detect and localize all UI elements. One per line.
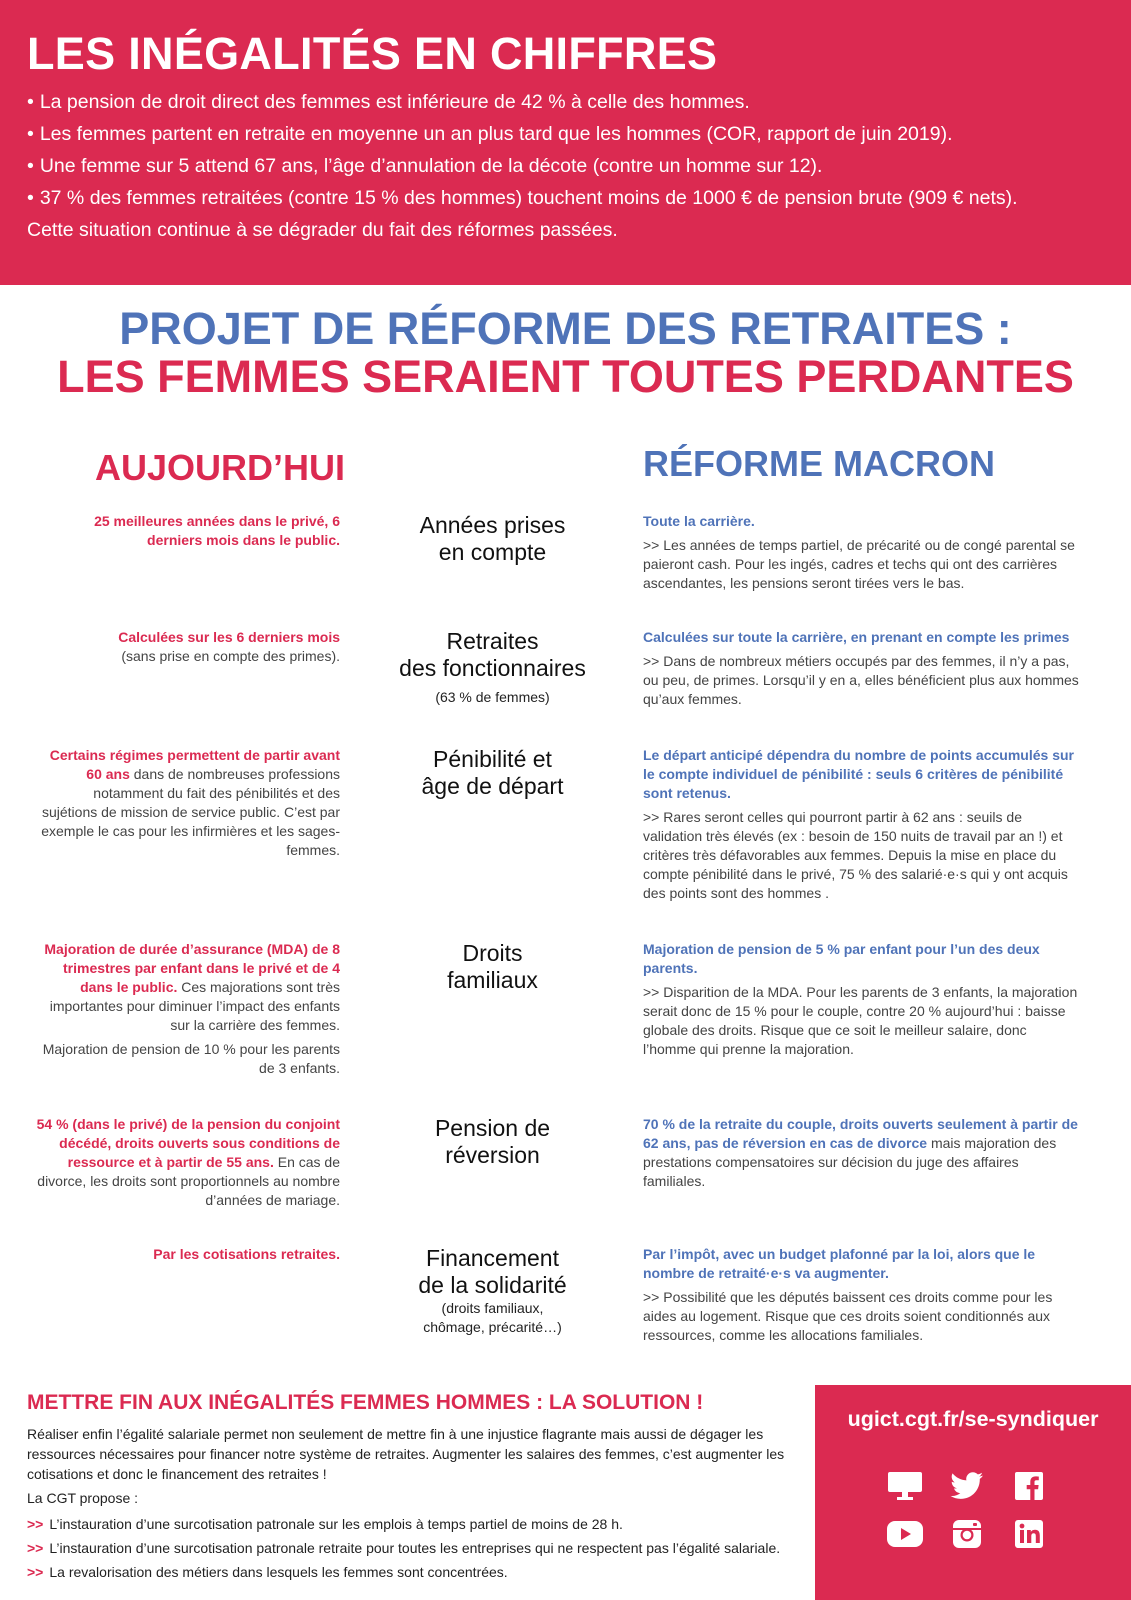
main-title-line2: LES FEMMES SERAIENT TOUTES PERDANTES <box>57 351 1074 402</box>
proposal-item: >> La revalorisation des métiers dans lesquels les femmes sont concentrées. <box>27 1564 508 1580</box>
reform-cell: Le départ anticipé dépendra du nombre de points accumulés sur le compte individuel de pénibilité : seuls 6 critères de pénibilité sont retenus. >> Rares seront celles qui pourront partir à 62 ans : seuils de validation très élevés (ex : besoin de 150 nuits de travail par an !) et critères très défavorables aux femmes. Depuis la mise en place du compte pénibilité dans le privé, 75 % des salarié·e·s qui y ont acquis des points sont des hommes . <box>643 747 1074 901</box>
column-heading-today: AUJOURD’HUI <box>95 447 346 488</box>
today-cell: 54 % (dans le privé) de la pension du conjoint décédé, droits ouverts sous conditions de ressource et à partir de 55 ans. En cas de divorce, les droits sont proportionnels au nombre d’années de mariage. <box>36 1116 340 1208</box>
join-panel <box>815 1385 1131 1600</box>
youtube-icon[interactable] <box>885 1516 925 1552</box>
solution-section <box>27 1390 797 1586</box>
stats-closing: Cette situation continue à se dégrader du fait des réformes passées. <box>27 219 618 241</box>
stat-bullet: • Une femme sur 5 attend 67 ans, l’âge d’annulation de la décote (contre un homme sur 12). <box>27 155 823 177</box>
topic-cell: Financement de la solidarité (droits familiaux, chômage, précarité…) <box>418 1245 567 1335</box>
proposal-item: >> L’instauration d’une surcotisation patronale retraite pour toutes les entreprises qui ne respectent pas l’égalité salariale. <box>27 1540 781 1556</box>
stat-bullet: • La pension de droit direct des femmes est inférieure de 42 % à celle des hommes. <box>27 91 750 113</box>
reform-cell: Par l’impôt, avec un budget plafonné par la loi, alors que le nombre de retraité·e·s va augmenter. >> Possibilité que les députés baissent ces droits comme pour les aides au logement. Risque que ces droits soient conditionnés aux ressources, comme les allocations familiales. <box>643 1246 1053 1343</box>
reform-cell: Calculées sur toute la carrière, en prenant en compte les primes >> Dans de nombreux métiers occupés par des femmes, il n’y a pas, ou peu, de primes. Lorsqu’il y en a, elles bénéficient plus aux hommes qu’aux femmes. <box>643 629 1079 707</box>
topic-cell: Droits familiaux <box>447 940 538 993</box>
reform-cell: Majoration de pension de 5 % par enfant pour l’un des deux parents. >> Disparition de la MDA. Pour les parents de 3 enfants, la majoration serait donc de 15 % pour le couple, contre 20 % aujourd’hui : baisse globale des droits. Risque que ce soit le meilleur salaire, donc l’homme qui prenne la majoration. <box>643 941 1078 1057</box>
today-cell: Majoration de durée d’assurance (MDA) de 8 trimestres par enfant dans le privé et de 4 dans le public. Ces majorations sont très importantes pour diminuer l’impact des enfants sur la carrière des femmes. Majoration de pension de 10 % pour les parents de 3 enfants. <box>42 941 340 1076</box>
stat-bullet: • 37 % des femmes retraitées (contre 15 % des hommes) touchent moins de 1000 € de pension brute (909 € nets). <box>27 187 1018 209</box>
solution-paragraph: Réaliser enfin l’égalité salariale permet non seulement de mettre fin à une injustice flagrante mais aussi de dégager les ressources nécessaires pour financer notre système de retraites. Augmenter les salaires des femmes, c’est augmenter les cotisations et donc le financement des retraites ! <box>27 1426 785 1482</box>
instagram-icon[interactable] <box>947 1516 987 1552</box>
topic-cell: Pension de réversion <box>434 1115 551 1168</box>
column-heading-reform: RÉFORME MACRON <box>643 443 995 484</box>
topic-cell: Années prises en compte <box>419 512 566 565</box>
desktop-icon[interactable] <box>885 1468 925 1504</box>
solution-intro: La CGT propose : <box>27 1490 139 1506</box>
today-cell: Calculées sur les 6 derniers mois (sans prise en compte des primes). <box>118 629 340 664</box>
main-title <box>0 305 1131 401</box>
topic-cell: Pénibilité et âge de départ <box>421 746 564 799</box>
today-cell: Certains régimes permettent de partir avant 60 ans dans de nombreuses professions notamment du fait des pénibilités et des sujétions de mission de service public. C’est par exemple le cas pour les infirmières et les sages-femmes. <box>41 747 340 858</box>
today-cell: Par les cotisations retraites. <box>153 1246 340 1262</box>
facebook-icon[interactable] <box>1009 1468 1049 1504</box>
stats-title: LES INÉGALITÉS EN CHIFFRES <box>27 28 718 79</box>
today-cell: 25 meilleures années dans le privé, 6 derniers mois dans le public. <box>94 513 340 548</box>
proposal-item: >> L’instauration d’une surcotisation patronale sur les emplois à temps partiel de moins de 28 h. <box>27 1516 623 1532</box>
stat-bullet: • Les femmes partent en retraite en moyenne un an plus tard que les hommes (COR, rapport de juin 2019). <box>27 123 953 145</box>
reform-cell: 70 % de la retraite du couple, droits ouverts seulement à partir de 62 ans, pas de réversion en cas de divorce mais majoration des prestations compensatoires sur décision du juge des affaires familiales. <box>643 1116 1078 1189</box>
join-link[interactable]: ugict.cgt.fr/se-syndiquer <box>847 1407 1099 1431</box>
stats-banner <box>0 0 1131 285</box>
linkedin-icon[interactable] <box>1009 1516 1049 1552</box>
reform-cell: Toute la carrière. >> Les années de temps partiel, de précarité ou de congé parental se paieront cash. Pour les ingés, cadres et techs qui ont des carrières ascendantes, les pensions seront tirées vers le bas. <box>643 513 1075 591</box>
solution-title: METTRE FIN AUX INÉGALITÉS FEMMES HOMMES : LA SOLUTION ! <box>27 1391 704 1414</box>
main-title-line1: PROJET DE RÉFORME DES RETRAITES : <box>119 303 1012 354</box>
twitter-icon[interactable] <box>947 1468 987 1504</box>
topic-cell: Retraites des fonctionnaires (63 % de femmes) <box>399 628 586 705</box>
